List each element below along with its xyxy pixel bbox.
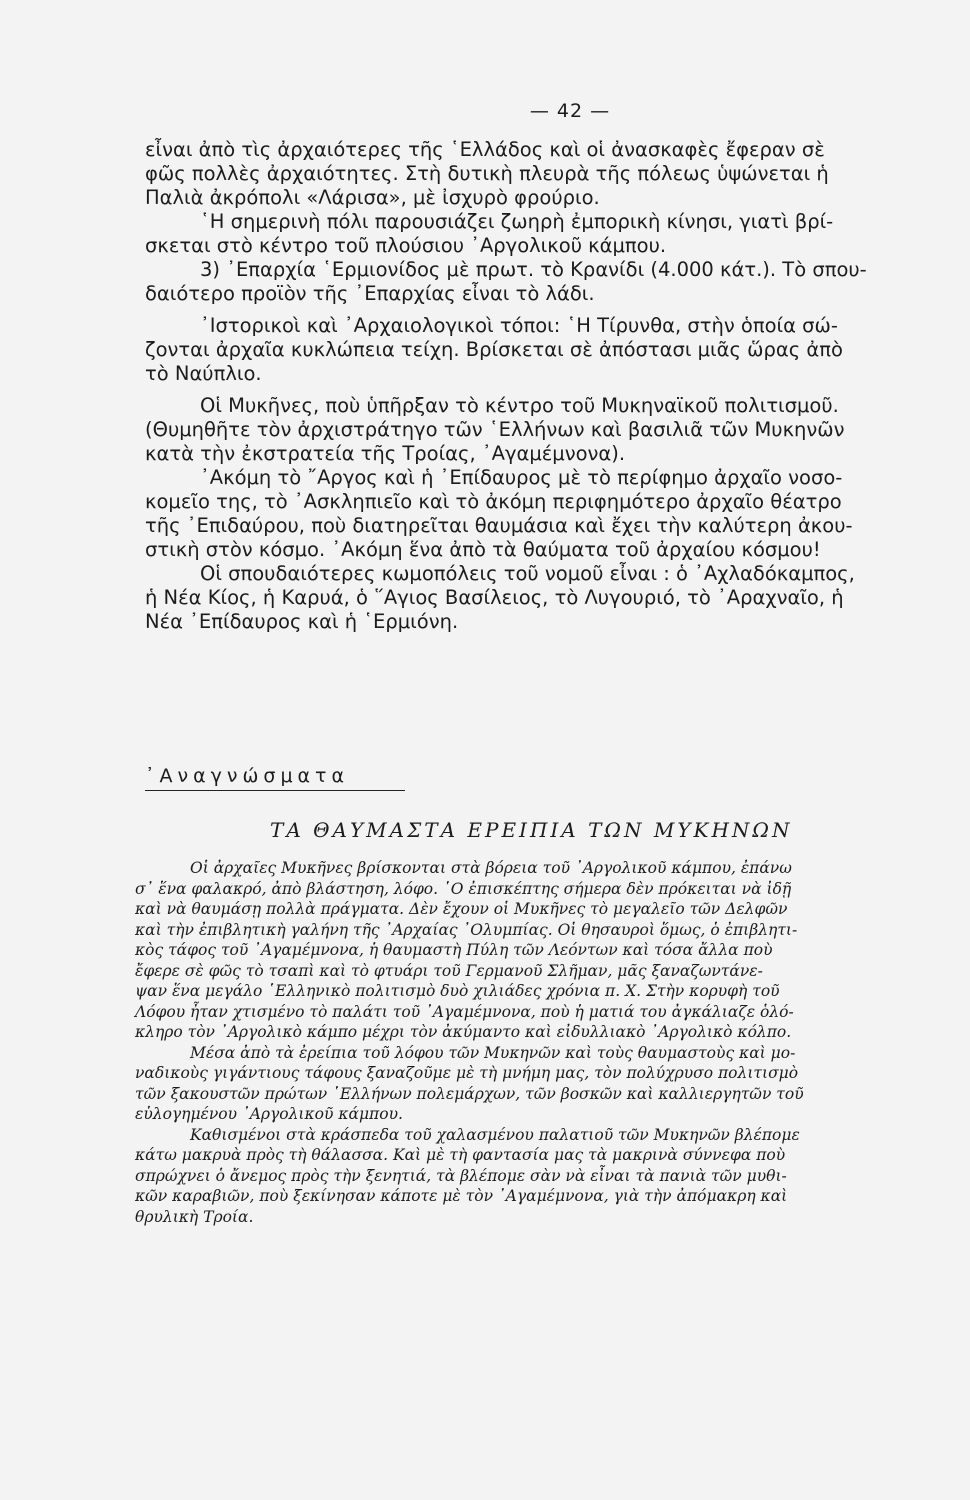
text-line: κῶν καραβιῶν, ποὺ ξεκίνησαν κάποτε μὲ τὸν ᾿Αγαμέμνονα, γιὰ τὴν ἀπόμακρη καὶ bbox=[135, 1187, 788, 1205]
geography-text-block bbox=[145, 138, 960, 634]
text-line: στικὴ στὸν κόσμο. ᾿Ακόμη ἕνα ἀπὸ τὰ θαύματα τοῦ ἀρχαίου κόσμου! bbox=[145, 538, 821, 561]
text-line: ἡ Νέα Κίος, ἡ Καρυά, ὁ ῞Αγιος Βασίλειος, τὸ Λυγουριό, τὸ ᾿Αραχναῖο, ἡ bbox=[145, 586, 844, 609]
text-line: τὸ Ναύπλιο. bbox=[145, 362, 262, 385]
text-line: κὸς τάφος τοῦ ᾿Αγαμέμνονα, ἡ θαυμαστὴ Πύλη τῶν Λεόντων καὶ τόσα ἄλλα ποὺ bbox=[135, 941, 773, 959]
text-line: ᾿Ακόμη τὸ ῎Αργος καὶ ἡ ᾿Επίδαυρος μὲ τὸ περίφημο ἀρχαῖο νοσο- bbox=[200, 466, 843, 489]
text-line: ψαν ἕνα μεγάλο ῾Ελληνικὸ πολιτισμὸ δυὸ χιλιάδες χρόνια π. Χ. Στὴν κορυφὴ τοῦ bbox=[135, 982, 780, 1000]
text-line: κομεῖο της, τὸ ᾿Ασκληπιεῖο καὶ τὸ ἀκόμη περιφημότερο ἀρχαῖο θέατρο bbox=[145, 490, 842, 513]
text-line: Καθισμένοι στὰ κράσπεδα τοῦ χαλασμένου παλατιοῦ τῶν Μυκηνῶν βλέπομε bbox=[190, 1125, 800, 1144]
text-line: σ᾿ ἕνα φαλακρό, ἀπὸ βλάστηση, λόφο. ῾Ο ἐπισκέπτης σήμερα δὲν πρόκειται νὰ ἰδῇ bbox=[135, 879, 792, 898]
article-text-block bbox=[135, 858, 960, 1227]
text-line: ῾Η σημερινὴ πόλι παρουσιάζει ζωηρὴ ἐμπορικὴ κίνησι, γιατὶ βρί- bbox=[200, 210, 834, 233]
text-line: Οἱ ἀρχαῖες Μυκῆνες βρίσκονται στὰ βόρεια τοῦ ᾿Αργολικοῦ κάμπου, ἐπάνω bbox=[190, 859, 792, 877]
text-line: κατὰ τὴν ἐκστρατεία τῆς Τροίας, ᾿Αγαμέμνονα). bbox=[145, 442, 626, 465]
text-line: σκεται στὸ κέντρο τοῦ πλούσιου ᾿Αργολικοῦ κάμπου. bbox=[145, 234, 667, 257]
readings-section-title: ᾿Αναγνώσματα bbox=[145, 765, 405, 791]
text-line: Νέα ᾿Επίδαυρος καὶ ἡ ῾Ερμιόνη. bbox=[145, 610, 459, 633]
article-title: ΤΑ ΘΑΥΜΑΣΤΑ ΕΡΕΙΠΙΑ ΤΩΝ ΜΥΚΗΝΩΝ bbox=[270, 818, 793, 842]
text-line: τῶν ξακουστῶν πρώτων ῾Ελλήνων πολεμάρχων, τῶν βοσκῶν καὶ καλλιεργητῶν τοῦ bbox=[135, 1084, 804, 1103]
text-line: δαιότερο προϊὸν τῆς ᾿Επαρχίας εἶναι τὸ λάδι. bbox=[145, 282, 595, 305]
text-line: ναδικοὺς γιγάντιους τάφους ξαναζοῦμε μὲ τὴ μνήμη μας, τὸν πολύχρυσο πολιτισμὸ bbox=[135, 1064, 799, 1082]
text-line: ἔφερε σὲ φῶς τὸ τσαπὶ καὶ τὸ φτυάρι τοῦ Γερμανοῦ Σλῆμαν, μᾶς ξαναζωντάνε- bbox=[135, 961, 763, 980]
text-line: ζονται ἀρχαῖα κυκλώπεια τείχη. Βρίσκεται σὲ ἀπόστασι μιᾶς ὥρας ἀπὸ bbox=[145, 338, 843, 361]
text-line: (Θυμηθῆτε τὸν ἀρχιστράτηγο τῶν ῾Ελλήνων καὶ βασιλιᾶ τῶν Μυκηνῶν bbox=[145, 418, 845, 441]
text-line: θρυλικὴ Τροία. bbox=[135, 1207, 254, 1226]
text-line: εὐλογημένου ᾿Αργολικοῦ κάμπου. bbox=[135, 1105, 403, 1123]
text-line: Μέσα ἀπὸ τὰ ἐρείπια τοῦ λόφου τῶν Μυκηνῶν καὶ τοὺς θαυμαστοὺς καὶ μο- bbox=[190, 1043, 796, 1062]
text-line: καὶ τὴν ἐπιβλητικὴ γαλήνη τῆς ᾿Αρχαίας ᾿Ολυμπίας. Οἱ θησαυροὶ ὅμως, ὁ ἐπιβλητι- bbox=[135, 920, 798, 939]
text-line: Οἱ σπουδαιότερες κωμοπόλεις τοῦ νομοῦ εἶναι : ὁ ᾿Αχλαδόκαμπος, bbox=[200, 562, 855, 585]
text-line: φῶς πολλὲς ἀρχαιότητες. Στὴ δυτικὴ πλευρὰ τῆς πόλεως ὑψώνεται ἡ bbox=[145, 162, 829, 185]
text-line: κάτω μακρυὰ πρὸς τὴ θάλασσα. Καὶ μὲ τὴ φαντασία μας τὰ μακρινὰ σύννεφα ποὺ bbox=[135, 1146, 786, 1164]
text-line: σπρώχνει ὁ ἄνεμος πρὸς τὴν ξενητιά, τὰ βλέπομε σὰν νὰ εἶναι τὰ πανιὰ τῶν μυθι- bbox=[135, 1166, 787, 1185]
text-line: τῆς ᾿Επιδαύρου, ποὺ διατηρεῖται θαυμάσια καὶ ἔχει τὴν καλύτερη ἀκου- bbox=[145, 514, 853, 537]
text-line: 3) ᾿Επαρχία ῾Ερμιονίδος μὲ πρωτ. τὸ Κρανίδι (4.000 κάτ.). Τὸ σπου- bbox=[200, 258, 867, 281]
text-line: Λόφου ἦταν χτισμένο τὸ παλάτι τοῦ ᾿Αγαμέμνονα, ποὺ ἡ ματιά του ἀγκάλιαζε ὁλό- bbox=[135, 1002, 794, 1021]
page-number: — 42 — bbox=[529, 100, 611, 122]
text-line: Παλιὰ ἀκρόπολι «Λάρισα», μὲ ἰσχυρὸ φρούριο. bbox=[145, 186, 600, 209]
text-line: εἶναι ἀπὸ τὶς ἀρχαιότερες τῆς ῾Ελλάδος καὶ οἱ ἀνασκαφὲς ἔφεραν σὲ bbox=[145, 138, 825, 161]
text-line: κληρο τὸν ᾿Αργολικὸ κάμπο μέχρι τὸν ἀκύμαντο καὶ εἰδυλλιακὸ ᾿Αργολικὸ κόλπο. bbox=[135, 1023, 792, 1041]
text-line: ᾿Ιστορικοὶ καὶ ᾿Αρχαιολογικοὶ τόποι: ῾Η Τίρυνθα, στὴν ὁποία σώ- bbox=[200, 314, 838, 337]
text-line: Οἱ Μυκῆνες, ποὺ ὑπῆρξαν τὸ κέντρο τοῦ Μυκηναϊκοῦ πολιτισμοῦ. bbox=[200, 394, 839, 417]
text-line: καὶ νὰ θαυμάσῃ πολλὰ πράγματα. Δὲν ἔχουν οἱ Μυκῆνες τὸ μεγαλεῖο τῶν Δελφῶν bbox=[135, 900, 788, 918]
